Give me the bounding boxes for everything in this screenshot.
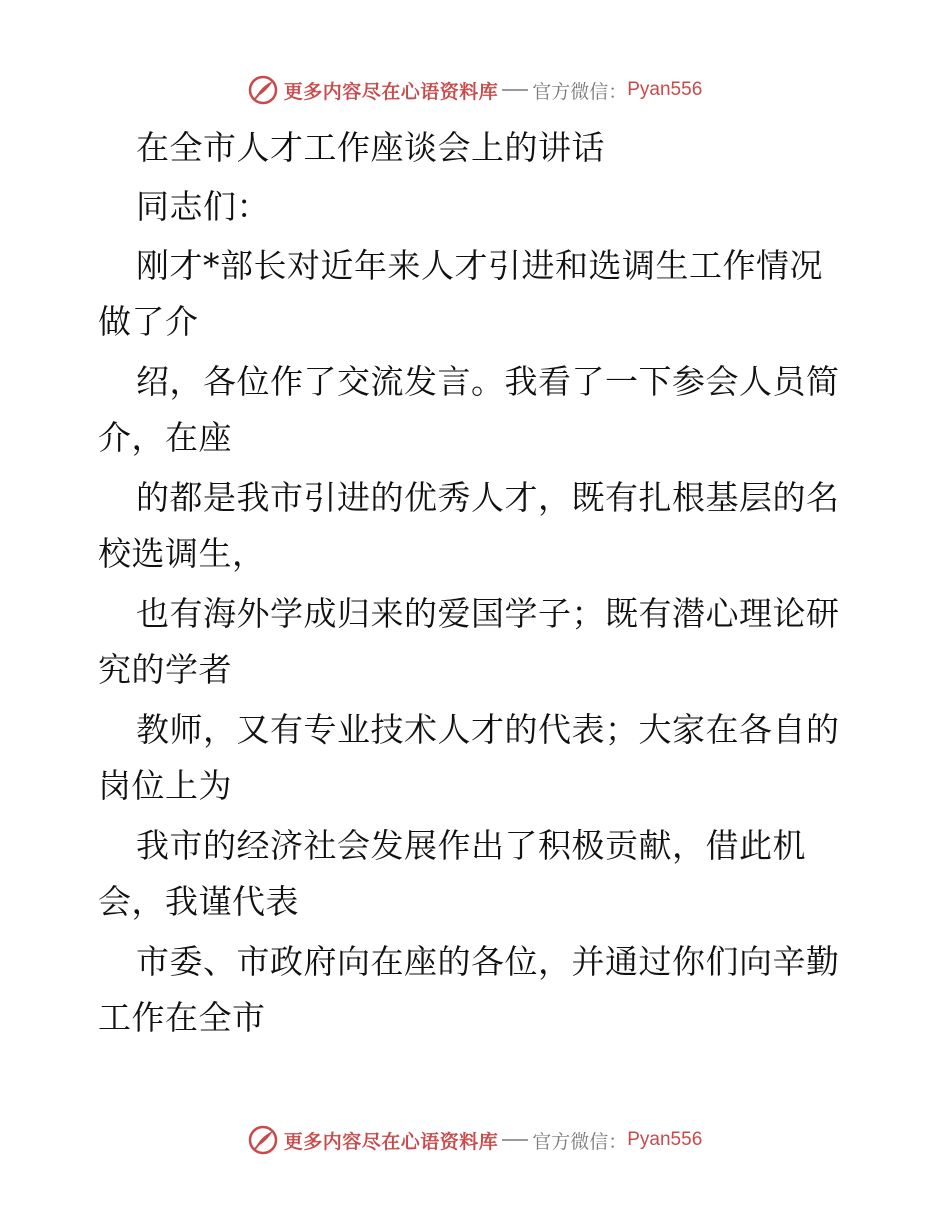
text-line: 岗位上为 (98, 766, 232, 805)
text-line: 我市的经济社会发展作出了积极贡献，借此机 (136, 826, 806, 865)
watermark-label: 官方微信： (532, 80, 628, 103)
text-line: 校选调生， (98, 534, 266, 573)
watermark-wechat-id: Pyan556 (627, 1129, 703, 1150)
text-line: 也有海外学成归来的爱国学子；既有潜心理论研 (136, 594, 840, 633)
text-line: 究的学者 (98, 650, 232, 689)
header-watermark (0, 70, 950, 110)
quill-logo-icon (248, 1125, 278, 1155)
watermark-dash (502, 1139, 528, 1141)
text-line: 刚才*部长对近年来人才引进和选调生工作情况 (136, 246, 823, 285)
watermark-dash (502, 89, 528, 91)
text-line: 的都是我市引进的优秀人才，既有扎根基层的名 (136, 478, 840, 517)
watermark-brand: 更多内容尽在心语资料库 (283, 80, 499, 103)
watermark-brand: 更多内容尽在心语资料库 (283, 1130, 499, 1153)
text-line: 工作在全市 (98, 998, 266, 1037)
watermark-wechat-id: Pyan556 (627, 79, 703, 100)
text-line: 绍，各位作了交流发言。我看了一下参会人员简 (136, 362, 840, 401)
document-title: 在全市人才工作座谈会上的讲话 (136, 128, 605, 167)
text-line: 市委、市政府向在座的各位，并通过你们向辛勤 (136, 942, 840, 981)
text-line: 介，在座 (98, 418, 232, 457)
text-line: 会，我谨代表 (98, 882, 299, 921)
quill-logo-icon (248, 75, 278, 105)
text-line: 做了介 (98, 302, 199, 341)
text-line: 教师，又有专业技术人才的代表；大家在各自的 (136, 710, 840, 749)
watermark-label: 官方微信： (532, 1130, 628, 1153)
footer-watermark (0, 1120, 950, 1160)
salutation: 同志们： (136, 187, 270, 226)
